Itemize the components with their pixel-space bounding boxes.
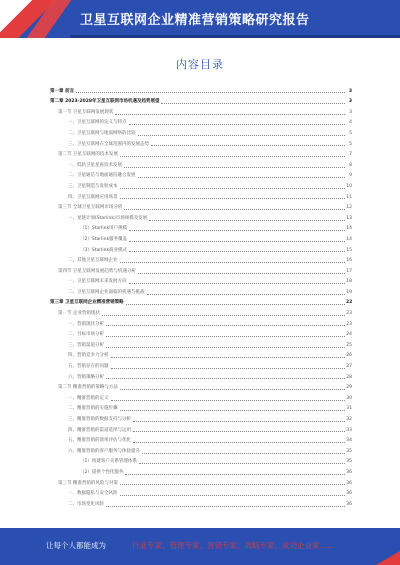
toc-leader-dots	[120, 389, 345, 390]
toc-entry-page: 34	[346, 438, 352, 444]
toc-leader-dots	[120, 495, 346, 496]
toc-entry-label: 一、卫星互联网的定义与特点	[68, 120, 127, 126]
toc-leader-dots	[138, 177, 346, 178]
toc-entry-page: 18	[346, 279, 352, 285]
toc-entry-label: 二、其他卫星互联网企业	[68, 258, 118, 264]
toc-entry-page: 11	[346, 194, 352, 200]
toc-entry-page: 25	[346, 342, 352, 348]
toc-leader-dots	[102, 315, 345, 316]
toc-entry-page: 35	[346, 448, 352, 454]
toc-entry-page: 24	[346, 332, 352, 338]
toc-entry[interactable]	[50, 349, 352, 360]
table-of-contents	[50, 84, 352, 508]
toc-entry-page: 7	[349, 152, 352, 158]
toc-entry-label: 第二节 卫星互联网的技术发展	[58, 152, 118, 158]
report-title: 卫星互联网企业精准营销策略研究报告	[80, 13, 310, 28]
toc-entry-label: 一、精准营销的定义	[68, 395, 109, 401]
toc-entry-page: 5	[349, 141, 352, 147]
toc-entry-label: 第一章 前言	[50, 88, 75, 94]
toc-leader-dots	[161, 103, 345, 104]
toc-entry-label: 一、低轨卫星星座技术发展	[68, 162, 122, 168]
toc-entry[interactable]	[50, 465, 352, 476]
toc-entry-label: 四、卫星互联网应用场景	[68, 194, 118, 200]
toc-entry-page: 3	[349, 109, 352, 115]
toc-entry[interactable]	[50, 359, 352, 370]
toc-leader-dots	[133, 421, 345, 422]
toc-entry-label: 第三章 卫星互联网企业精准营销策略	[50, 300, 124, 306]
toc-entry-label: 二、卫星互联网与地面网络的比较	[68, 130, 136, 136]
toc-entry-label: 第三节 全球卫星互联网市场分析	[58, 205, 123, 211]
toc-entry[interactable]	[50, 370, 352, 381]
toc-entry-page: 4	[349, 120, 352, 126]
toc-entry-page: 36	[346, 501, 352, 507]
toc-entry-label: （2）Starlink服务覆盖	[80, 236, 128, 242]
toc-leader-dots	[120, 198, 346, 199]
toc-entry-page: 5	[349, 130, 352, 136]
toc-leader-dots	[106, 378, 345, 379]
toc-entry-label: 三、营销渠道分析	[68, 342, 104, 348]
toc-entry[interactable]	[50, 232, 352, 243]
toc-entry-label: 一、数据隐私与安全风险	[68, 491, 118, 497]
toc-entry[interactable]	[50, 317, 352, 328]
toc-entry-page: 36	[346, 469, 352, 475]
toc-leader-dots	[142, 453, 345, 454]
toc-entry[interactable]	[50, 434, 352, 445]
toc-leader-dots	[139, 463, 345, 464]
toc-entry[interactable]	[50, 179, 352, 190]
toc-entry-page: 14	[346, 236, 352, 242]
toc-entry-page: 9	[349, 173, 352, 179]
toc-leader-dots	[106, 347, 345, 348]
toc-entry[interactable]	[50, 402, 352, 413]
toc-leader-dots	[115, 114, 345, 115]
toc-entry[interactable]	[50, 254, 352, 265]
toc-entry-page: 27	[346, 364, 352, 370]
toc-entry-label: （3）Starlink商业模式	[80, 247, 128, 253]
toc-entry-label: 第一节 企业营销现状	[58, 311, 100, 317]
toc-entry-label: 三、卫星互联网在全球范围内的发展态势	[68, 141, 149, 147]
toc-entry-page: 16	[346, 258, 352, 264]
toc-leader-dots	[129, 230, 345, 231]
toc-entry[interactable]	[50, 391, 352, 402]
toc-entry-page: 28	[346, 374, 352, 380]
toc-entry-label: 一、星链计划(Starlink)市场规模及发展	[68, 215, 148, 221]
toc-leader-dots	[138, 135, 346, 136]
toc-entry-label: 六、营销策略分析	[68, 374, 104, 380]
toc-entry[interactable]	[50, 306, 352, 317]
toc-leader-dots	[120, 262, 346, 263]
toc-leader-dots	[133, 431, 345, 432]
toc-entry[interactable]	[50, 275, 352, 286]
toc-entry-page: 14	[346, 226, 352, 232]
toc-entry-label: 第二章 2023-2028年卫星互联网市场机遇及趋势展望	[50, 99, 160, 105]
toc-leader-dots	[147, 294, 346, 295]
toc-entry-page: 30	[346, 395, 352, 401]
toc-entry[interactable]	[50, 338, 352, 349]
toc-entry-label: 二、市场变化风险	[68, 501, 104, 507]
toc-entry[interactable]	[50, 412, 352, 423]
toc-entry[interactable]	[50, 264, 352, 275]
toc-entry-label: 二、卫星互联网企业面临的机遇与挑战	[68, 289, 145, 295]
toc-entry[interactable]	[50, 95, 352, 106]
toc-entry-label: 第四节 卫星互联网发展趋势与机遇分析	[58, 268, 136, 274]
toc-leader-dots	[120, 410, 346, 411]
toc-entry-page: 29	[346, 385, 352, 391]
toc-entry[interactable]	[50, 487, 352, 498]
toc-leader-dots	[106, 325, 345, 326]
toc-leader-dots	[138, 273, 345, 274]
toc-entry-label: 第二节 精准营销的策略与方法	[58, 385, 118, 391]
toc-leader-dots	[129, 283, 346, 284]
toc-leader-dots	[124, 209, 345, 210]
toc-entry[interactable]	[50, 296, 352, 307]
toc-entry[interactable]	[50, 243, 352, 254]
toc-entry-page: 3	[348, 99, 352, 105]
toc-entry-label: 一、营销现状分析	[68, 321, 104, 327]
toc-entry[interactable]	[50, 328, 352, 339]
toc-entry[interactable]	[50, 158, 352, 169]
toc-entry-label: 第三节 精准营销的风险与对策	[58, 480, 118, 486]
toc-leader-dots	[111, 357, 346, 358]
toc-entry[interactable]	[50, 116, 352, 127]
toc-entry-page: 12	[346, 205, 352, 211]
toc-entry[interactable]	[50, 285, 352, 296]
toc-entry-page: 33	[346, 427, 352, 433]
toc-entry-label: 二、目标市场分析	[68, 332, 104, 338]
toc-entry-label: （2）提供个性化服务	[80, 469, 124, 475]
toc-leader-dots	[129, 251, 345, 252]
toc-entry[interactable]	[50, 169, 352, 180]
toc-entry-page: 8	[349, 162, 352, 168]
toc-entry-page: 10	[346, 183, 352, 189]
toc-entry[interactable]	[50, 211, 352, 222]
toc-leader-dots	[106, 336, 345, 337]
toc-entry-page: 26	[346, 353, 352, 359]
toc-entry-label: 六、精准营销的客户服务与体验提升	[68, 448, 140, 454]
footer-slogan-roles: 行业专家、管理专家、营销专家、战略专家、成功企业家……	[132, 541, 335, 550]
toc-leader-dots	[149, 220, 345, 221]
toc-entry[interactable]	[50, 105, 352, 116]
toc-entry-page: 23	[346, 311, 352, 317]
toc-entry-label: （1）构建客户关系管理体系	[80, 459, 137, 465]
toc-entry[interactable]	[50, 476, 352, 487]
toc-leader-dots	[120, 188, 346, 189]
toc-entry-label: 二、卫星通信与地面通信融合发展	[68, 173, 136, 179]
toc-entry-page: 17	[346, 268, 352, 274]
toc-entry-label: 二、精准营销的实施步骤	[68, 406, 118, 412]
toc-entry-label: （1）Starlink用户规模	[80, 226, 128, 232]
toc-entry-label: 三、卫星制造与发射成本	[68, 183, 118, 189]
toc-entry-page: 19	[346, 289, 352, 295]
toc-entry-page: 36	[346, 480, 352, 486]
toc-entry-page: 35	[346, 459, 352, 465]
toc-leader-dots	[111, 368, 346, 369]
toc-leader-dots	[133, 442, 345, 443]
toc-title: 内容目录	[176, 58, 224, 71]
toc-leader-dots	[120, 484, 345, 485]
toc-entry-label: 四、营销竞争力分析	[68, 353, 109, 359]
toc-entry[interactable]	[50, 137, 352, 148]
toc-leader-dots	[125, 474, 345, 475]
toc-entry[interactable]	[50, 201, 352, 212]
toc-entry[interactable]	[50, 444, 352, 455]
toc-entry-page: 32	[346, 417, 352, 422]
toc-entry[interactable]	[50, 126, 352, 137]
toc-entry[interactable]	[50, 497, 352, 508]
toc-entry[interactable]	[50, 455, 352, 466]
toc-entry[interactable]	[50, 423, 352, 434]
toc-entry[interactable]	[50, 84, 352, 95]
toc-entry[interactable]	[50, 190, 352, 201]
toc-entry-page: 13	[346, 215, 352, 221]
toc-entry-page: 36	[346, 491, 352, 497]
toc-leader-dots	[106, 506, 345, 507]
toc-leader-dots	[151, 145, 345, 146]
toc-entry-page: 23	[346, 321, 352, 327]
toc-entry-page: 31	[346, 406, 352, 412]
toc-leader-dots	[129, 241, 345, 242]
toc-entry-label: 四、精准营销的渠道选择与运用	[68, 427, 131, 433]
toc-entry-page: 22	[346, 300, 353, 306]
toc-entry[interactable]	[50, 148, 352, 159]
toc-entry[interactable]	[50, 222, 352, 233]
toc-entry-label: 第一节 卫星互联网发展现状	[58, 109, 114, 115]
toc-leader-dots	[120, 156, 345, 157]
toc-entry-page: 15	[346, 247, 352, 253]
toc-leader-dots	[129, 124, 346, 125]
toc-entry-label: 五、营销存在的问题	[68, 364, 109, 370]
footer-red-corner	[376, 551, 400, 565]
footer-slogan: 让每个人都能成为	[46, 541, 106, 550]
toc-leader-dots	[124, 167, 345, 168]
toc-entry-page: 3	[348, 88, 352, 94]
toc-entry[interactable]	[50, 381, 352, 392]
toc-leader-dots	[111, 400, 346, 401]
toc-entry-label: 三、精准营销的数据支持与分析	[68, 417, 131, 422]
toc-entry-label: 五、精准营销的效果评估与优化	[68, 438, 131, 444]
toc-leader-dots	[76, 92, 345, 93]
toc-entry-label: 一、卫星互联网未来发展方向	[68, 279, 127, 285]
toc-leader-dots	[126, 304, 345, 305]
report-header	[0, 0, 400, 38]
report-footer	[0, 528, 400, 565]
